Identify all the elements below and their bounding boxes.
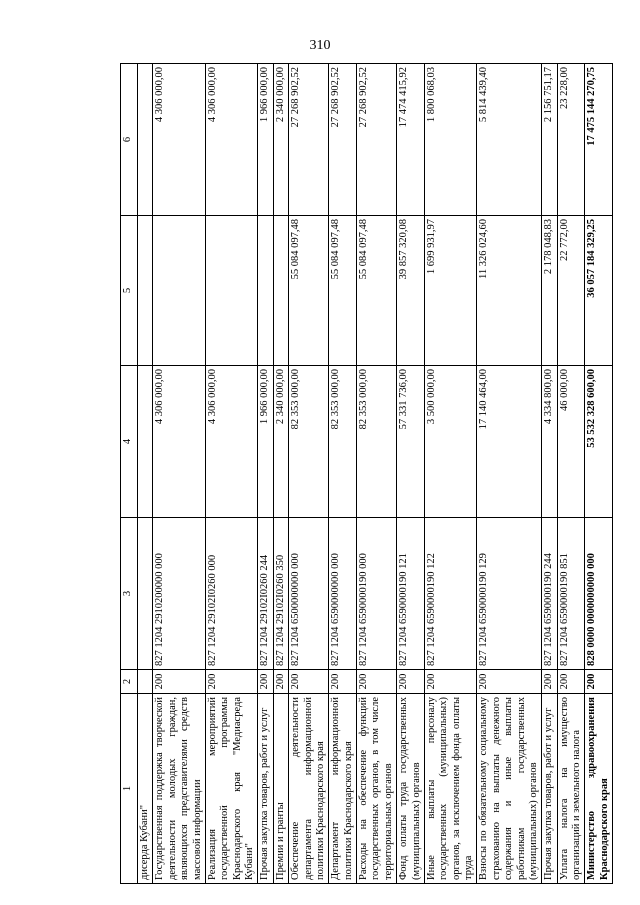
row-remainder-amount-cell: 27 268 902,52 bbox=[357, 64, 397, 216]
row-remainder-amount-cell: 27 268 902,52 bbox=[329, 64, 357, 216]
row-code-cell: 200 bbox=[557, 670, 585, 694]
row-kbk-cell: 827 1204 6590000190 121 bbox=[397, 518, 425, 670]
row-approved-amount-cell: 53 532 328 600,00 bbox=[585, 366, 613, 518]
budget-table bbox=[120, 63, 613, 884]
row-code-cell: 200 bbox=[153, 670, 206, 694]
row-remainder-amount-cell: 2 156 751,17 bbox=[542, 64, 557, 216]
table-row bbox=[329, 64, 357, 884]
row-kbk-cell: 827 1204 6590000190 129 bbox=[477, 518, 542, 670]
header-row bbox=[121, 64, 138, 884]
row-code-cell: 200 bbox=[205, 670, 258, 694]
row-executed-amount-cell: 39 857 320,08 bbox=[397, 216, 425, 366]
row-name-cell: дисерда Кубани" bbox=[138, 694, 153, 884]
row-kbk-cell: 827 1204 29102I0260 000 bbox=[205, 518, 258, 670]
row-executed-amount-cell: 11 326 024,60 bbox=[477, 216, 542, 366]
row-kbk-cell: 827 1204 6590000190 122 bbox=[424, 518, 477, 670]
row-approved-amount-cell: 4 334 800,00 bbox=[542, 366, 557, 518]
table-row bbox=[205, 64, 258, 884]
row-approved-amount-cell: 46 000,00 bbox=[557, 366, 585, 518]
row-approved-amount-cell: 17 140 464,00 bbox=[477, 366, 542, 518]
row-kbk-cell: 827 1204 6500000000 000 bbox=[289, 518, 329, 670]
page-number: 310 bbox=[309, 38, 331, 53]
row-executed-amount-cell: 36 057 184 329,25 bbox=[585, 216, 613, 366]
row-kbk-cell: 827 1204 6590000000 000 bbox=[329, 518, 357, 670]
table-row bbox=[585, 64, 613, 884]
row-remainder-amount-cell: 1 966 000,00 bbox=[258, 64, 273, 216]
row-name-cell: Расходы на обеспечение функций государственных органов, в том числе территориальных органов bbox=[357, 694, 397, 884]
row-executed-amount-cell: 1 699 931,97 bbox=[424, 216, 477, 366]
row-executed-amount-cell bbox=[273, 216, 288, 366]
header-col-2: 2 bbox=[121, 670, 138, 694]
row-kbk-cell: 827 1204 6590000190 851 bbox=[557, 518, 585, 670]
row-code-cell: 200 bbox=[357, 670, 397, 694]
row-approved-amount-cell bbox=[138, 366, 153, 518]
row-kbk-cell: 827 1204 6590000190 000 bbox=[357, 518, 397, 670]
row-executed-amount-cell: 55 084 097,48 bbox=[289, 216, 329, 366]
row-name-cell: Премии и гранты bbox=[273, 694, 288, 884]
row-approved-amount-cell: 82 353 000,00 bbox=[289, 366, 329, 518]
row-name-cell: Министерство здравоохранения Краснодарского края bbox=[585, 694, 613, 884]
row-kbk-cell: 827 1204 2910200000 000 bbox=[153, 518, 206, 670]
row-name-cell: Прочая закупка товаров, работ и услуг bbox=[258, 694, 273, 884]
table-row bbox=[397, 64, 425, 884]
row-remainder-amount-cell: 17 474 415,92 bbox=[397, 64, 425, 216]
row-code-cell: 200 bbox=[585, 670, 613, 694]
row-remainder-amount-cell bbox=[138, 64, 153, 216]
row-executed-amount-cell: 55 084 097,48 bbox=[329, 216, 357, 366]
header-col-6: 6 bbox=[121, 64, 138, 216]
row-executed-amount-cell: 22 772,00 bbox=[557, 216, 585, 366]
table-row bbox=[289, 64, 329, 884]
row-kbk-cell: 827 1204 29102I0260 244 bbox=[258, 518, 273, 670]
header-col-4: 4 bbox=[121, 366, 138, 518]
row-executed-amount-cell bbox=[138, 216, 153, 366]
header-col-5: 5 bbox=[121, 216, 138, 366]
row-kbk-cell bbox=[138, 518, 153, 670]
row-executed-amount-cell: 2 178 048,83 bbox=[542, 216, 557, 366]
table-row bbox=[258, 64, 273, 884]
row-code-cell: 200 bbox=[542, 670, 557, 694]
row-name-cell: Реализация мероприятий государственной программы Краснодарского края "Медиасреда Кубани" bbox=[205, 694, 258, 884]
table-body bbox=[138, 64, 613, 884]
row-remainder-amount-cell: 5 814 439,40 bbox=[477, 64, 542, 216]
table-row bbox=[153, 64, 206, 884]
table-row bbox=[477, 64, 542, 884]
row-executed-amount-cell bbox=[258, 216, 273, 366]
row-remainder-amount-cell: 4 306 000,00 bbox=[205, 64, 258, 216]
row-remainder-amount-cell: 17 475 144 270,75 bbox=[585, 64, 613, 216]
row-approved-amount-cell: 82 353 000,00 bbox=[329, 366, 357, 518]
row-kbk-cell: 827 1204 29102I0260 350 bbox=[273, 518, 288, 670]
row-code-cell: 200 bbox=[477, 670, 542, 694]
row-remainder-amount-cell: 2 340 000,00 bbox=[273, 64, 288, 216]
row-name-cell: Государственная поддержка творческой деятельности молодых граждан, являющихся представителями средств массовой информации bbox=[153, 694, 206, 884]
table-row bbox=[557, 64, 585, 884]
header-col-3: 3 bbox=[121, 518, 138, 670]
row-name-cell: Иные выплаты персоналу государственных (муниципальных) органов, за исключением фонда оплаты труда bbox=[424, 694, 477, 884]
table-row bbox=[357, 64, 397, 884]
row-approved-amount-cell: 2 340 000,00 bbox=[273, 366, 288, 518]
row-name-cell: Департамент информационной политики Краснодарского края bbox=[329, 694, 357, 884]
table-row bbox=[542, 64, 557, 884]
row-executed-amount-cell bbox=[205, 216, 258, 366]
row-code-cell: 200 bbox=[289, 670, 329, 694]
row-approved-amount-cell: 57 331 736,00 bbox=[397, 366, 425, 518]
row-executed-amount-cell bbox=[153, 216, 206, 366]
row-code-cell: 200 bbox=[424, 670, 477, 694]
row-name-cell: Обеспечение деятельности департамента информационной политики Краснодарского края bbox=[289, 694, 329, 884]
row-approved-amount-cell: 4 306 000,00 bbox=[205, 366, 258, 518]
row-name-cell: Фонд оплаты труда государственных (муниципальных) органов bbox=[397, 694, 425, 884]
row-code-cell: 200 bbox=[258, 670, 273, 694]
row-code-cell: 200 bbox=[329, 670, 357, 694]
table-row bbox=[424, 64, 477, 884]
row-remainder-amount-cell: 4 306 000,00 bbox=[153, 64, 206, 216]
row-remainder-amount-cell: 23 228,00 bbox=[557, 64, 585, 216]
row-code-cell: 200 bbox=[273, 670, 288, 694]
row-code-cell bbox=[138, 670, 153, 694]
row-kbk-cell: 828 0000 0000000000 000 bbox=[585, 518, 613, 670]
header-col-1: 1 bbox=[121, 694, 138, 884]
row-name-cell: Прочая закупка товаров, работ и услуг bbox=[542, 694, 557, 884]
row-name-cell: Взносы по обязательному социальному страхованию на выплаты денежного содержания и иные выплаты работникам государственных (муниципальных) органов bbox=[477, 694, 542, 884]
row-approved-amount-cell: 1 966 000,00 bbox=[258, 366, 273, 518]
row-approved-amount-cell: 4 306 000,00 bbox=[153, 366, 206, 518]
row-approved-amount-cell: 3 500 000,00 bbox=[424, 366, 477, 518]
row-code-cell: 200 bbox=[397, 670, 425, 694]
row-remainder-amount-cell: 27 268 902,52 bbox=[289, 64, 329, 216]
row-kbk-cell: 827 1204 6590000190 244 bbox=[542, 518, 557, 670]
row-approved-amount-cell: 82 353 000,00 bbox=[357, 366, 397, 518]
row-name-cell: Уплата налога на имущество организаций и земельного налога bbox=[557, 694, 585, 884]
row-executed-amount-cell: 55 084 097,48 bbox=[357, 216, 397, 366]
row-remainder-amount-cell: 1 800 068,03 bbox=[424, 64, 477, 216]
table-row bbox=[138, 64, 153, 884]
table-row bbox=[273, 64, 288, 884]
rotated-table-frame bbox=[120, 64, 610, 884]
